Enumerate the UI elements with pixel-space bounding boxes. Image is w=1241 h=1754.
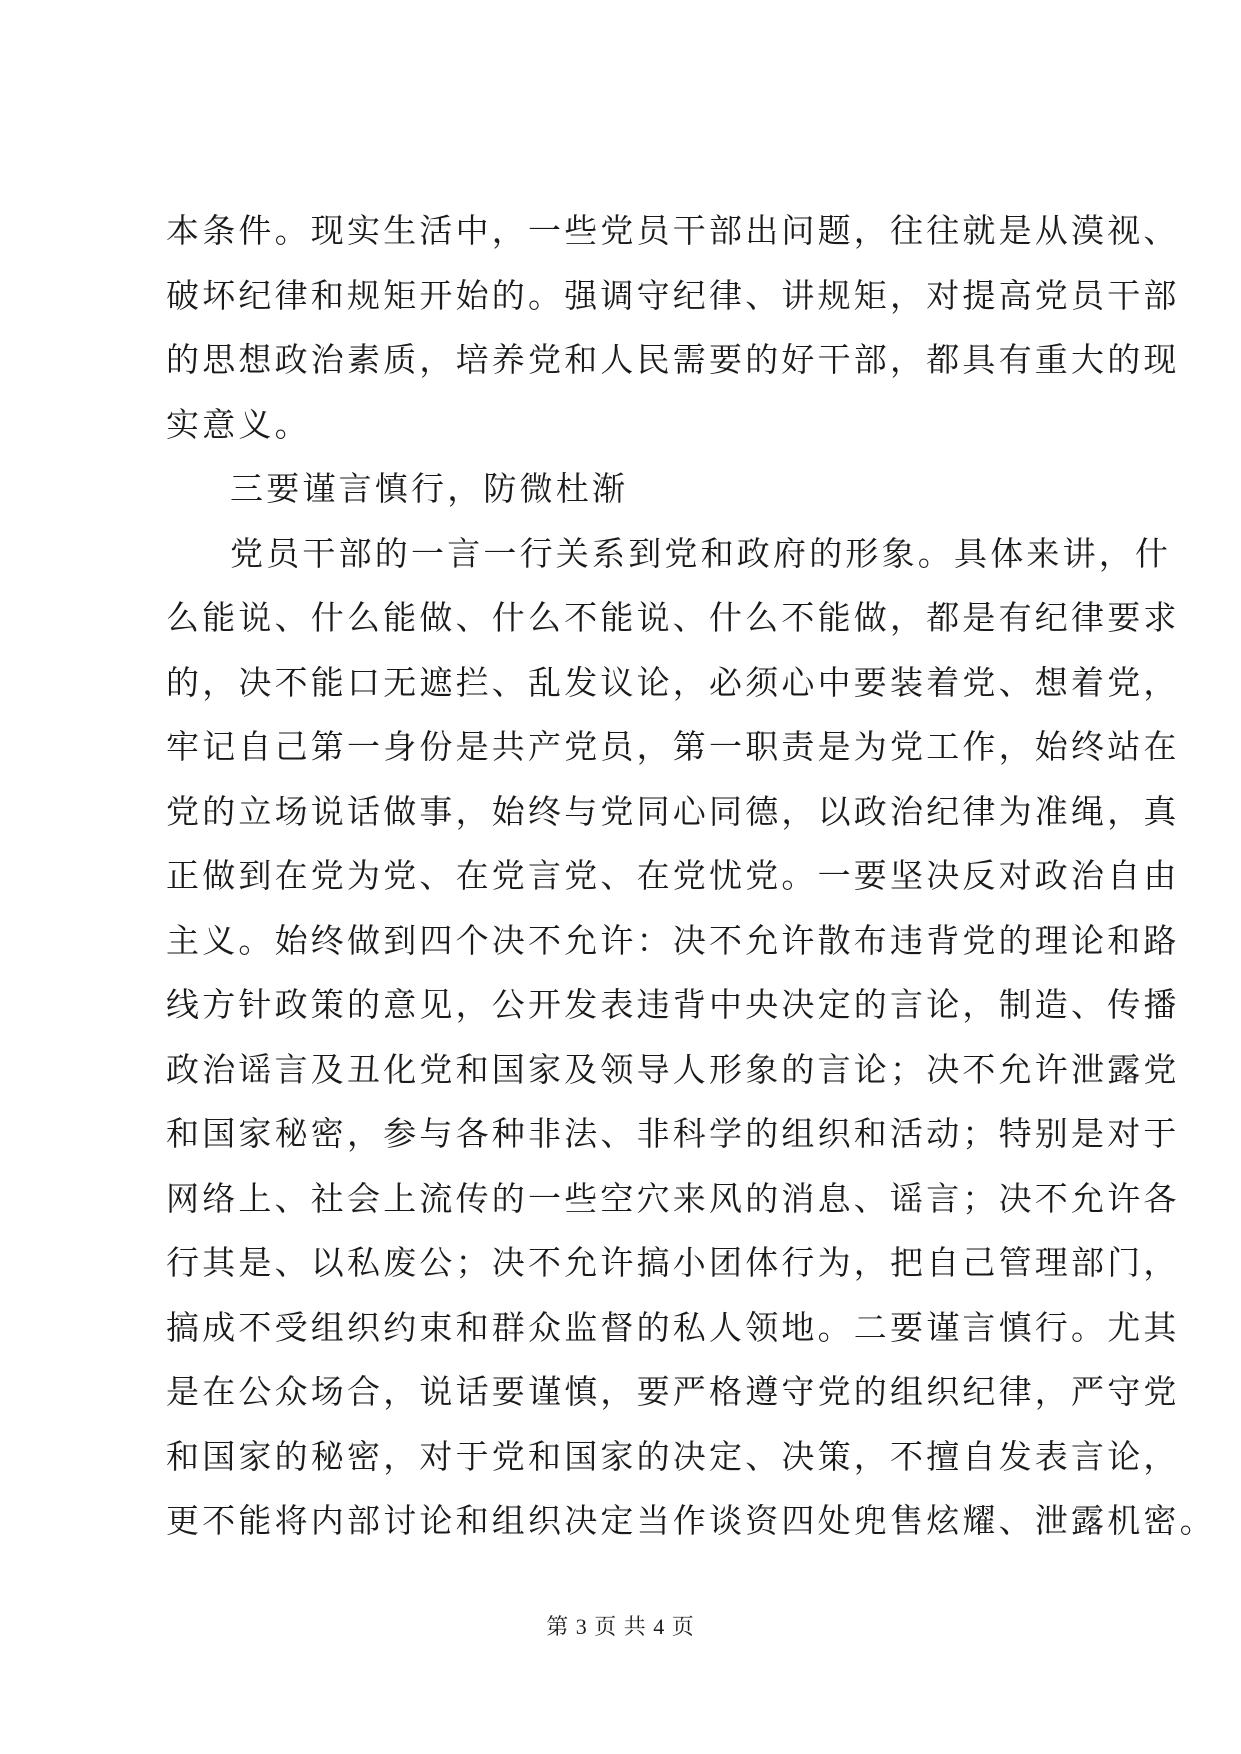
text-line: 三要谨言慎行，防微杜渐: [230, 472, 629, 508]
text-line: 网络上、社会上流传的一些空穴来风的消息、谣言；决不允许各: [166, 1181, 1180, 1218]
text-line: 实意义。: [166, 407, 311, 444]
text-line: 正做到在党为党、在党言党、在党忧党。一要坚决反对政治自由: [166, 859, 1180, 895]
text-line: 党的立场说话做事，始终与党同心同德，以政治纪律为准绳，真: [166, 794, 1180, 831]
text-line: 行其是、以私废公；决不允许搞小团体行为，把自己管理部门，: [166, 1246, 1180, 1282]
text-line: 是在公众场合，说话要谨慎，要严格遵守党的组织纪律，严守党: [166, 1375, 1180, 1411]
text-line: 牢记自己第一身份是共产党员，第一职责是为党工作，始终站在: [166, 730, 1180, 766]
page-footer: 第 3 页 共 4 页: [546, 1614, 695, 1639]
text-line: 和国家秘密，参与各种非法、非科学的组织和活动；特别是对于: [166, 1117, 1180, 1153]
text-line: 主义。始终做到四个决不允许：决不允许散布违背党的理论和路: [166, 923, 1180, 960]
text-line: 搞成不受组织约束和群众监督的私人领地。二要谨言慎行。尤其: [166, 1310, 1180, 1347]
text-line: 更不能将内部讨论和组织决定当作谈资四处兜售炫耀、泄露机密。: [166, 1504, 1216, 1540]
text-line: 和国家的秘密，对于党和国家的决定、决策，不擅自发表言论，: [166, 1439, 1180, 1476]
text-line: 党员干部的一言一行关系到党和政府的形象。具体来讲，什: [230, 536, 1172, 573]
text-line: 政治谣言及丑化党和国家及领导人形象的言论；决不允许泄露党: [166, 1052, 1180, 1089]
text-line: 么能说、什么能做、什么不能说、什么不能做，都是有纪律要求: [166, 601, 1180, 637]
body-text: [166, 200, 1216, 1555]
text-line: 线方针政策的意见，公开发表违背中央决定的言论，制造、传播: [166, 988, 1180, 1024]
text-line: 破坏纪律和规矩开始的。强调守纪律、讲规矩，对提高党员干部: [166, 278, 1180, 315]
text-line: 的，决不能口无遮拦、乱发议论，必须心中要装着党、想着党，: [166, 665, 1180, 702]
text-line: 本条件。现实生活中，一些党员干部出问题，往往就是从漠视、: [166, 214, 1180, 250]
text-line: 的思想政治素质，培养党和人民需要的好干部，都具有重大的现: [166, 343, 1180, 379]
